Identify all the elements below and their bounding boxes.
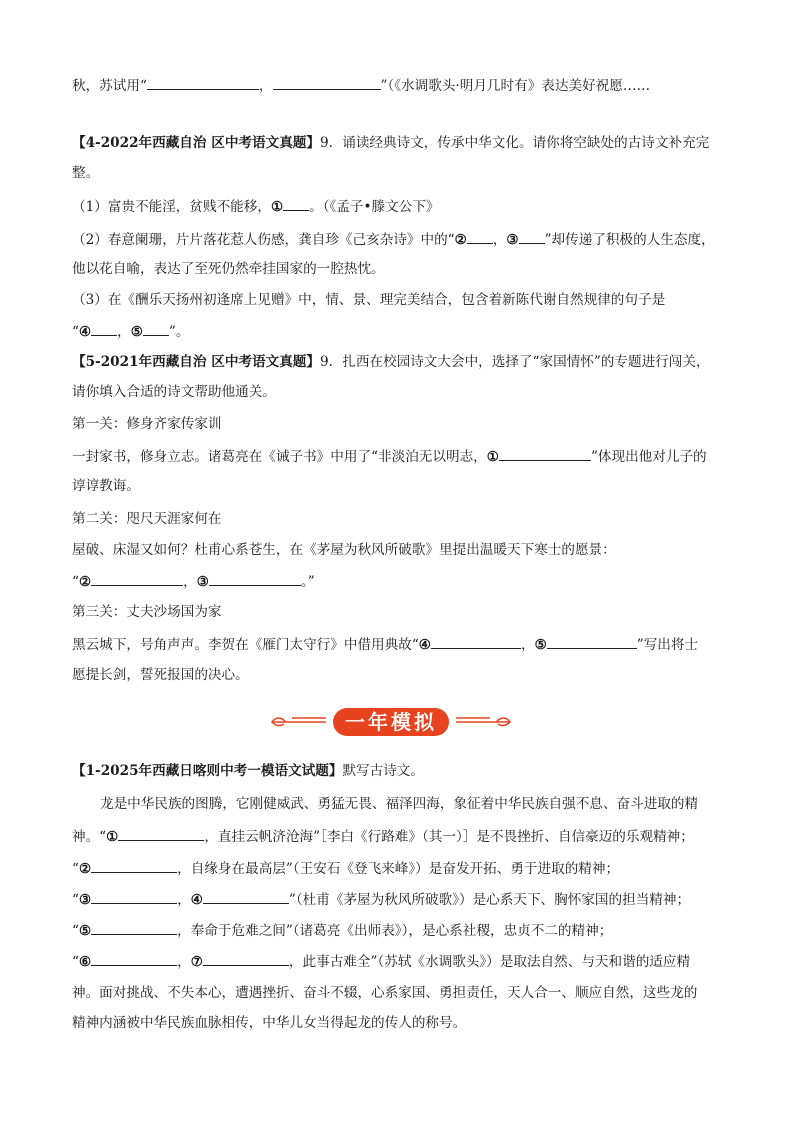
blank-marker: ③ [506,232,519,248]
text-line: （2）春意阑珊，片片落花惹人伤感，龚自珍《己亥杂诗》中的“② ，③ ”却传递了积极的人生态度， [72,229,732,250]
blank-marker: ① [270,199,284,215]
blank-marker: ④ [190,892,203,908]
question-source: 【1-2025年西藏日喀则中考一模语文试题】 [72,763,343,779]
blank[interactable] [91,951,177,966]
blank-marker: ⑤ [78,923,92,939]
blank-marker: ③ [78,892,92,908]
blank[interactable] [273,75,381,90]
mock-question-heading [72,761,732,781]
text-line: “⑥ ，⑦ ，此事古难全”（苏轼《水调歌头》）是取法自然、与天和谐的适应精 [72,951,732,972]
text-line: 请你填入合适的诗文帮助他通关。 [72,384,276,400]
blank-marker: ② [78,574,92,590]
text-line: “② ，自缘身在最高层”（王安石《登飞来峰》）是奋发开拓、勇于进取的精神； [72,858,732,879]
text-line: 愿提长剑，誓死报国的决心。 [72,667,249,683]
text-line: （1）富贵不能淫，贫贱不能移，① 。（《孟子•滕文公下》 [72,196,732,217]
text-line: 一封家书，修身立志。诸葛亮在《诫子书》中用了“非淡泊无以明志，① ”体现出他对儿子的 [72,446,732,467]
question-source: 【5-2021年西藏自治 区中考语文真题】 [72,354,320,370]
text-line: 黑云城下，号角声声。李贺在《雁门太守行》中借用典故“④ ，⑤ ”写出将士 [72,634,732,655]
blank[interactable] [91,321,117,336]
blank[interactable] [143,321,169,336]
blank[interactable] [203,889,289,904]
text-line: 整。 [72,165,100,181]
blank-marker: ③ [196,574,209,590]
blank-marker: ⑥ [78,954,92,970]
level-3-title: 第三关：丈夫沙场国为家 [72,604,222,620]
text-line: 精神内涵被中华民族血脉相传，中华儿女当得起龙的传人的称号。 [72,1015,467,1031]
blank[interactable] [519,229,545,244]
blank-marker: ④ [418,637,431,653]
blank-marker: ⑤ [534,637,547,653]
level-1-title: 第一关：修身齐家传家训 [72,416,222,432]
text-line: 龙是中华民族的图腾，它刚健威武、勇猛无畏、福泽四海，象征着中华民族自强不息、奋斗进取的精 [100,796,699,812]
blank[interactable] [118,826,204,841]
blank-marker: ⑤ [130,324,143,340]
blank[interactable] [91,889,177,904]
text-line: 神。面对挑战、不失本心，遭遇挫折、奋斗不辍，心系家国、勇担责任，天人合一、顺应自然，这些龙的 [72,985,698,1001]
blank-marker: ⑦ [190,954,203,970]
text-line: 神。“① ，直挂云帆济沧海”［李白《行路难》（其一）］是不畏挫折、自信豪迈的乐观精神； [72,826,732,847]
text-line: 屋破、床湿又如何？杜甫心系苍生，在《茅屋为秋风所破歌》里提出温暖天下寒士的愿景： [72,542,616,558]
section-banner [0,706,794,738]
blank-marker: ② [78,861,92,877]
question-text: 默写古诗文。 [342,763,424,779]
question-4-heading [72,133,732,153]
blank[interactable] [547,634,637,649]
blank[interactable] [147,75,259,90]
blank[interactable] [91,571,183,586]
blank[interactable] [91,858,177,873]
blank[interactable] [467,229,493,244]
text: 秋，苏试用“ [72,78,147,94]
blank[interactable] [431,634,521,649]
text-line: （3）在《酬乐天扬州初逢席上见赠》中，情、景、理完美结合，包含着新陈代谢自然规律的句子是 [72,292,666,308]
question-text: 9．扎西在校园诗文大会中，选择了“家国情怀”的专题进行闯关， [319,354,710,370]
text-line: 他以花自喻，表达了至死仍然牵挂国家的一腔热忱。 [72,261,385,277]
blank-marker: ① [106,829,119,845]
banner-title: 一年模拟 [333,708,449,736]
text-line: “④ ，⑤ ”。 [72,321,732,342]
question-5-heading [72,352,732,372]
text-line: “② ，③ 。” [72,571,732,592]
blank-marker: ④ [78,324,92,340]
blank[interactable] [209,571,301,586]
blank[interactable] [91,920,177,935]
text-line: “⑤ ，奉命于危难之间”（诸葛亮《出师表》），是心系社稷，忠贞不二的精神； [72,920,732,941]
question-source: 【4-2022年西藏自治 区中考语文真题】 [72,135,320,151]
blank[interactable] [203,951,289,966]
blank-marker: ② [454,232,467,248]
level-2-title: 第二关：咫尺天涯家何在 [72,511,222,527]
blank[interactable] [283,196,309,211]
text: ， [258,78,273,94]
text-line: 谆谆教诲。 [72,478,140,494]
text-line [72,75,732,96]
blank-marker: ① [486,449,499,465]
text: ”（《水调歌头·明月几时有》表达美好祝愿…… [380,78,651,94]
text-line: “③ ，④ ”（杜甫《茅屋为秋风所破歌》）是心系天下、胸怀家国的担当精神； [72,889,732,910]
blank[interactable] [499,446,591,461]
question-text: 9．诵读经典诗文，传承中华文化。请你将空缺处的古诗文补充完 [319,135,710,151]
